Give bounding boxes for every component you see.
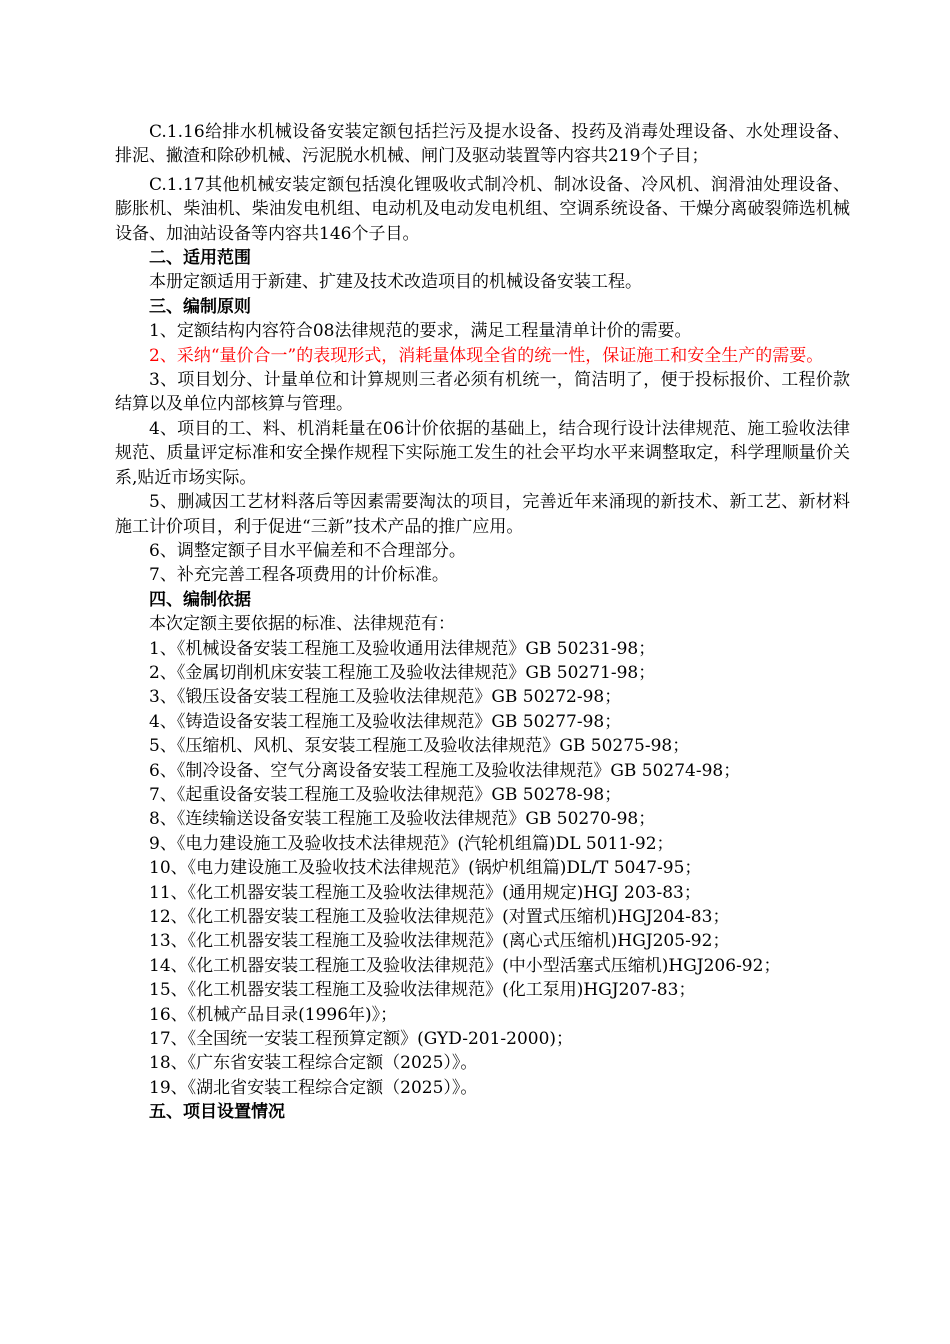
principle-item: 5、删减因工艺材料落后等因素需要淘汰的项目，完善近年来涌现的新技术、新工艺、新材料施工计价项目，利于促进“三新”技术产品的推广应用。 [115, 492, 850, 537]
basis-item: 16、《机械产品目录(1996年)》； [149, 1004, 398, 1025]
heading-basis: 四、编制依据 [149, 589, 251, 610]
basis-item: 3、《锻压设备安装工程施工及验收法律规范》GB 50272-98； [149, 687, 622, 708]
basis-item: 9、《电力建设施工及验收技术法律规范》(汽轮机组篇)DL 5011-92； [149, 833, 674, 854]
basis-item: 6、《制冷设备、空气分离设备安装工程施工及验收法律规范》GB 50274-98； [149, 760, 741, 781]
basis-item: 5、《压缩机、风机、泵安装工程施工及验收法律规范》GB 50275-98； [149, 736, 690, 757]
principle-item: 7、补充完善工程各项费用的计价标准。 [149, 565, 449, 586]
heading-scope: 二、适用范围 [149, 248, 251, 269]
basis-item: 11、《化工机器安装工程施工及验收法律规范》(通用规定)HGJ 203-83； [149, 882, 701, 903]
paragraph-c117: C.1.17其他机械安装定额包括溴化锂吸收式制冷机、制冰设备、冷风机、润滑油处理设备、膨胀机、柴油机、柴油发电机组、电动机及电动发电机组、空调系统设备、干燥分离破裂筛选机械设备、加油站设备等内容共146个子目。 [115, 174, 850, 244]
heading-principles: 三、编制原则 [149, 296, 251, 317]
principle-item: 4、项目的工、料、机消耗量在06计价依据的基础上，结合现行设计法律规范、施工验收法律规范、质量评定标准和安全操作规程下实际施工发生的社会平均水平来调整取定，科学理顺量价关系,贴近市场实际。 [115, 418, 850, 488]
basis-item: 4、《铸造设备安装工程施工及验收法律规范》GB 50277-98； [149, 711, 622, 732]
basis-item: 2、《金属切削机床安装工程施工及验收法律规范》GB 50271-98； [149, 662, 656, 683]
basis-item: 1、《机械设备安装工程施工及验收通用法律规范》GB 50231-98； [149, 638, 656, 659]
basis-item: 19、《湖北省安装工程综合定额（2025）》。 [149, 1077, 478, 1098]
basis-item: 13、《化工机器安装工程施工及验收法律规范》(离心式压缩机)HGJ205-92； [149, 931, 730, 952]
principle-item: 1、定额结构内容符合08法律规范的要求，满足工程量清单计价的需要。 [149, 321, 692, 342]
heading-project-setup: 五、项目设置情况 [149, 1102, 285, 1123]
basis-item: 7、《起重设备安装工程施工及验收法律规范》GB 50278-98； [149, 784, 622, 805]
basis-item: 15、《化工机器安装工程施工及验收法律规范》(化工泵用)HGJ207-83； [149, 980, 696, 1001]
paragraph-basis-intro: 本次定额主要依据的标准、法律规范有： [149, 614, 455, 635]
basis-item: 14、《化工机器安装工程施工及验收法律规范》(中小型活塞式压缩机)HGJ206-92； [149, 955, 781, 976]
basis-item: 8、《连续输送设备安装工程施工及验收法律规范》GB 50270-98； [149, 809, 656, 830]
basis-item: 17、《全国统一安装工程预算定额》(GYD-201-2000)； [149, 1029, 574, 1050]
basis-item: 18、《广东省安装工程综合定额（2025）》。 [149, 1053, 478, 1074]
basis-item: 12、《化工机器安装工程施工及验收法律规范》(对置式压缩机)HGJ204-83； [149, 907, 730, 927]
basis-item: 10、《电力建设施工及验收技术法律规范》(锅炉机组篇)DL/T 5047-95； [149, 858, 702, 879]
principle-item-highlighted: 2、采纳“量价合一”的表现形式，消耗量体现全省的统一性，保证施工和安全生产的需要。 [149, 345, 824, 366]
paragraph-c116: C.1.16给排水机械设备安装定额包括拦污及提水设备、投药及消毒处理设备、水处理设备、排泥、撇渣和除砂机械、污泥脱水机械、闸门及驱动装置等内容共219个子目； [115, 122, 850, 167]
paragraph-scope: 本册定额适用于新建、扩建及技术改造项目的机械设备安装工程。 [149, 272, 642, 293]
principle-item: 3、项目划分、计量单位和计算规则三者必须有机统一，简洁明了，便于投标报价、工程价款结算以及单位内部核算与管理。 [115, 370, 850, 415]
principle-item: 6、调整定额子目水平偏差和不合理部分。 [149, 540, 466, 561]
